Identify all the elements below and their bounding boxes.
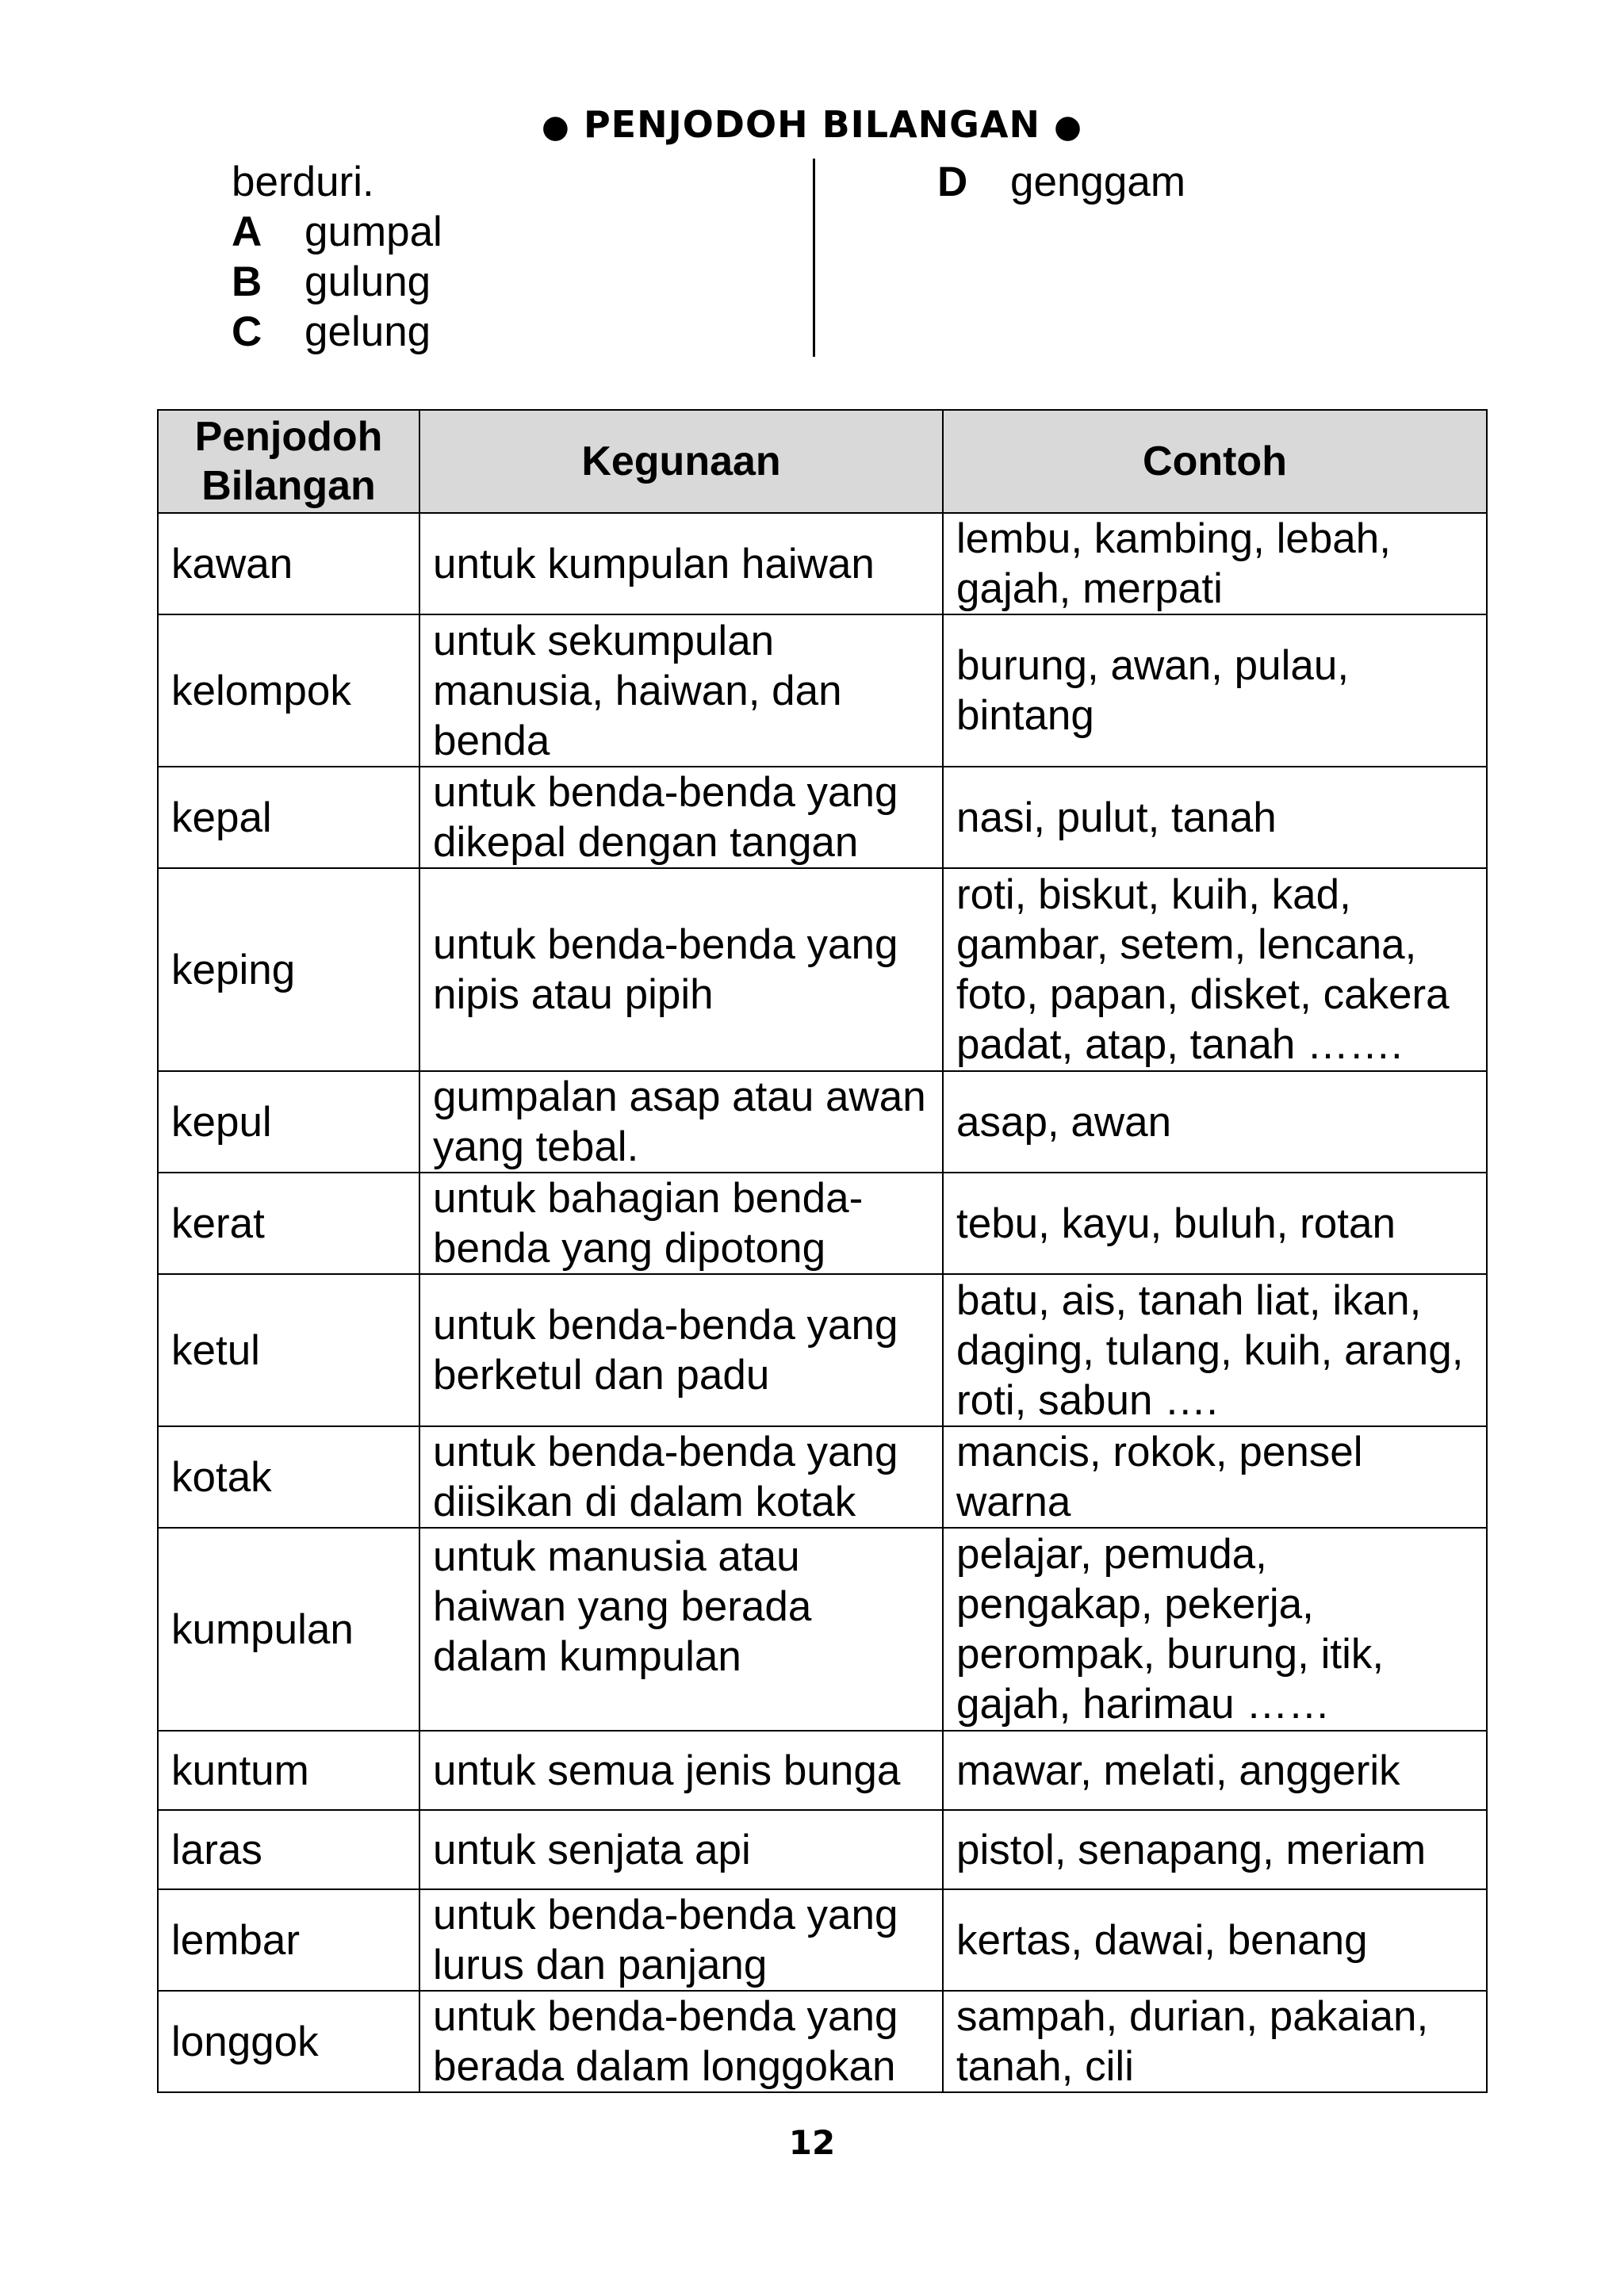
cell-penjodoh: longgok [158,1991,419,2092]
cell-contoh: burung, awan, pulau, bintang [943,614,1487,767]
cell-penjodoh: laras [158,1810,419,1889]
question-stem: berduri. [232,159,374,205]
cell-kegunaan: untuk sekumpulan manusia, haiwan, dan benda [419,614,943,767]
cell-penjodoh: kerat [158,1173,419,1274]
option-text: gelung [304,308,431,355]
cell-kegunaan: untuk benda-benda yang berada dalam longgokan [419,1991,943,2092]
cell-contoh: mancis, rokok, pensel warna [943,1426,1487,1528]
option-letter: B [232,258,262,305]
cell-penjodoh: kawan [158,513,419,614]
option-b [232,257,802,307]
page-header [0,103,1624,146]
cell-contoh: kertas, dawai, benang [943,1889,1487,1991]
table-row [158,1528,1487,1731]
bullet-left-icon: ● [542,109,570,145]
option-text: gumpal [304,209,442,255]
table-row [158,614,1487,767]
question-right-column [937,157,1185,207]
table-row [158,1071,1487,1173]
option-text: gulung [304,258,431,305]
cell-penjodoh: kotak [158,1426,419,1528]
cell-contoh: pelajar, pemuda, pengakap, pekerja, perompak, burung, itik, gajah, harimau …… [943,1528,1487,1731]
cell-kegunaan: untuk benda-benda yang diisikan di dalam kotak [419,1426,943,1528]
cell-contoh: asap, awan [943,1071,1487,1173]
cell-kegunaan: untuk bahagian benda-benda yang dipotong [419,1173,943,1274]
penjodoh-bilangan-table [157,409,1488,2093]
page-number: 12 [788,2123,836,2162]
table-row [158,1991,1487,2092]
cell-contoh: batu, ais, tanah liat, ikan, daging, tulang, kuih, arang, roti, sabun …. [943,1274,1487,1426]
option-a [232,207,802,257]
header-penjodoh-bilangan: Penjodoh Bilangan [158,410,419,513]
cell-kegunaan: untuk benda-benda yang berketul dan padu [419,1274,943,1426]
cell-contoh: mawar, melati, anggerik [943,1731,1487,1810]
table-row [158,1889,1487,1991]
table-row [158,868,1487,1071]
option-letter: D [937,159,968,205]
table-row [158,1810,1487,1889]
cell-contoh: pistol, senapang, meriam [943,1810,1487,1889]
table-row [158,1426,1487,1528]
cell-penjodoh: ketul [158,1274,419,1426]
cell-contoh: tebu, kayu, buluh, rotan [943,1173,1487,1274]
option-letter: C [232,308,262,355]
cell-kegunaan: untuk semua jenis bunga [419,1731,943,1810]
cell-kegunaan: untuk manusia atau haiwan yang berada dalam kumpulan [419,1528,943,1731]
bullet-right-icon: ● [1054,109,1082,145]
cell-penjodoh: kepul [158,1071,419,1173]
cell-contoh: sampah, durian, pakaian, tanah, cili [943,1991,1487,2092]
table-row [158,513,1487,614]
table-row [158,1731,1487,1810]
option-d [937,157,1185,207]
cell-kegunaan: untuk senjata api [419,1810,943,1889]
cell-penjodoh: keping [158,868,419,1071]
cell-penjodoh: kumpulan [158,1528,419,1731]
cell-kegunaan: untuk benda-benda yang nipis atau pipih [419,868,943,1071]
question-left-column [232,157,802,357]
column-divider [813,159,815,357]
table-header-row [158,410,1487,513]
cell-penjodoh: lembar [158,1889,419,1991]
cell-kegunaan: gumpalan asap atau awan yang tebal. [419,1071,943,1173]
cell-kegunaan: untuk benda-benda yang dikepal dengan tangan [419,767,943,868]
table-row [158,1173,1487,1274]
cell-contoh: lembu, kambing, lebah, gajah, merpati [943,513,1487,614]
header-contoh: Contoh [943,410,1487,513]
header-kegunaan: Kegunaan [419,410,943,513]
option-c [232,307,802,357]
cell-penjodoh: kuntum [158,1731,419,1810]
table-row [158,767,1487,868]
table-row [158,1274,1487,1426]
cell-kegunaan: untuk kumpulan haiwan [419,513,943,614]
cell-penjodoh: kepal [158,767,419,868]
page-header-title: PENJODOH BILANGAN [583,103,1041,146]
cell-kegunaan: untuk benda-benda yang lurus dan panjang [419,1889,943,1991]
cell-contoh: roti, biskut, kuih, kad, gambar, setem, lencana, foto, papan, disket, cakera padat, atap, tanah ……. [943,868,1487,1071]
option-text: genggam [1010,159,1186,205]
option-letter: A [232,209,262,255]
cell-penjodoh: kelompok [158,614,419,767]
cell-contoh: nasi, pulut, tanah [943,767,1487,868]
